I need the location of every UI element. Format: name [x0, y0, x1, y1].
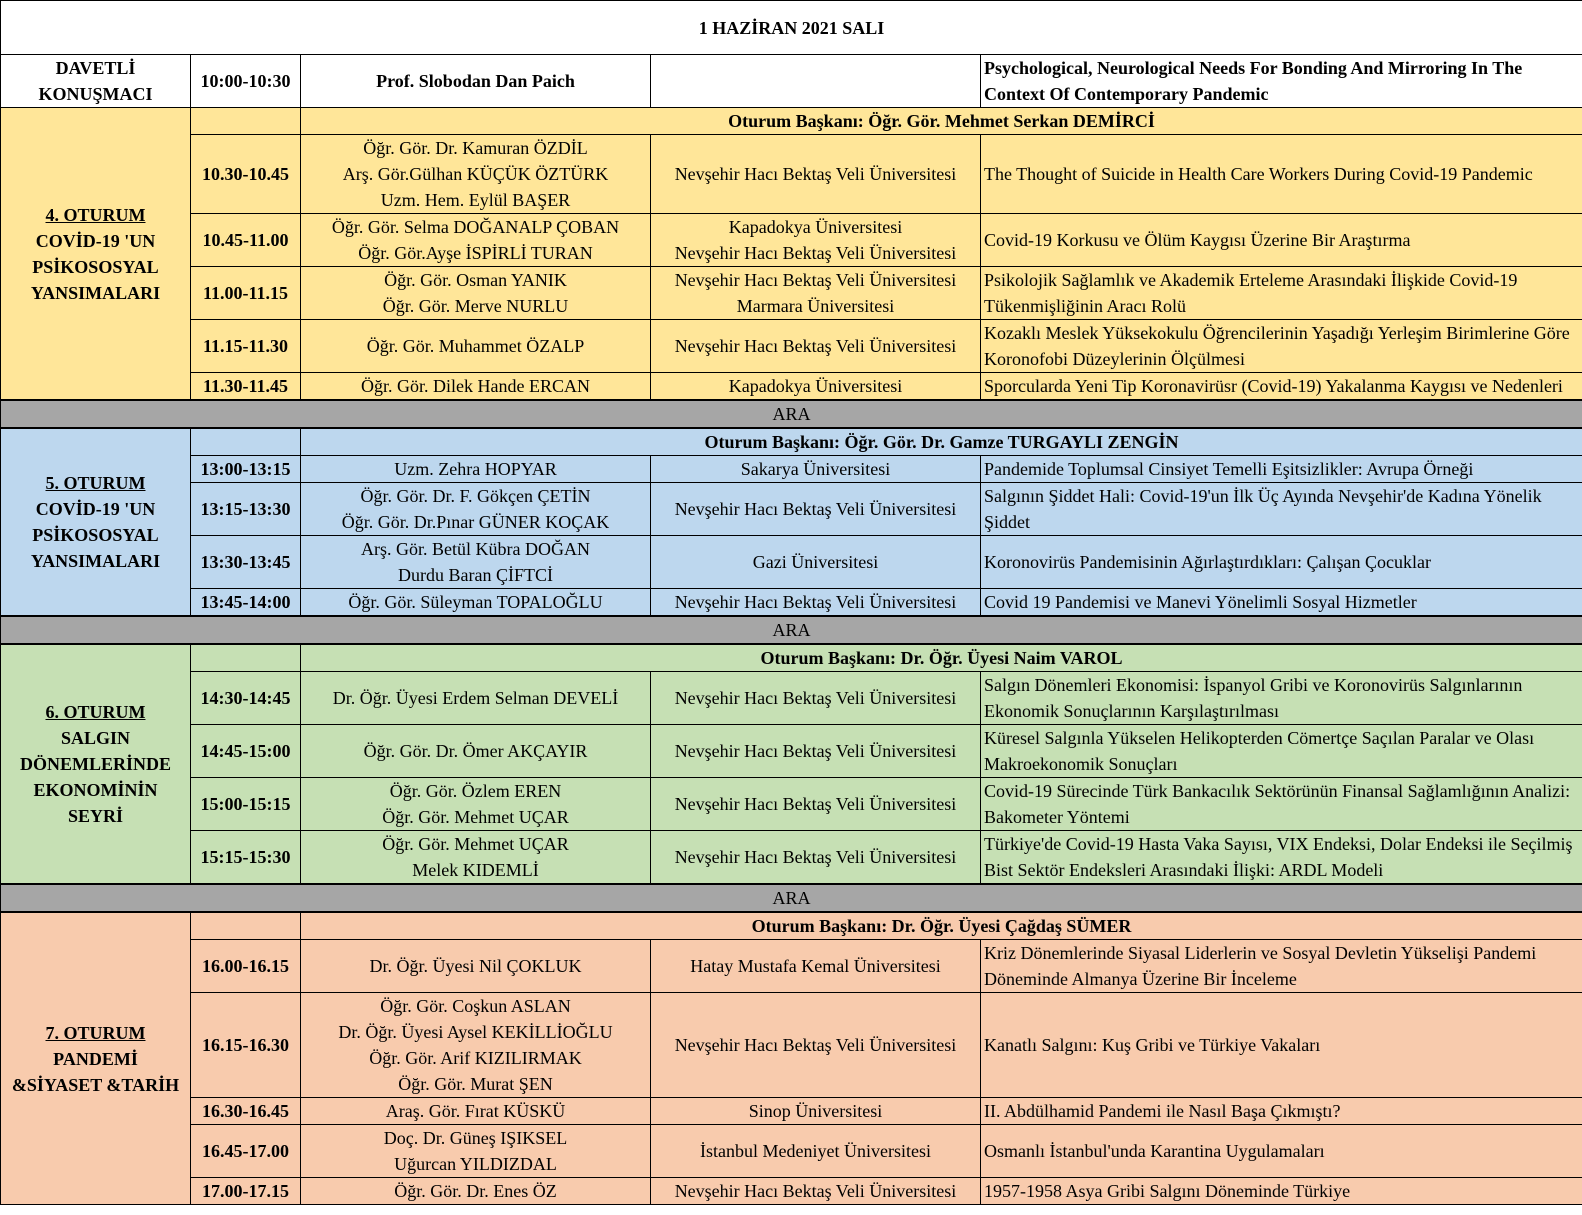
session-number: 5. OTURUM [45, 473, 146, 493]
author-name: Öğr. Gör. Dr. Kamuran ÖZDİL [363, 138, 588, 158]
table-row [1, 589, 1582, 617]
author-name: Melek KIDEMLİ [412, 860, 539, 880]
presentation-authors [301, 1178, 651, 1205]
table-row [1, 993, 1582, 1098]
author-name: Öğr. Gör. Dilek Hande ERCAN [361, 376, 590, 396]
chair-spacer [191, 428, 301, 456]
author-name: Öğr. Gör. Özlem EREN [389, 781, 562, 801]
presentation-institutions [651, 456, 981, 483]
author-name: Öğr. Gör. Süleyman TOPALOĞLU [348, 592, 603, 612]
table-row [1, 831, 1582, 885]
session-label [1, 644, 191, 884]
presentation-institutions [651, 1125, 981, 1178]
author-name: Uzm. Hem. Eylül BAŞER [380, 190, 571, 210]
author-name: Öğr. Gör. Dr. Enes ÖZ [394, 1181, 557, 1201]
presentation-topic: Covid 19 Pandemisi ve Manevi Yönelimli Sosyal Hizmetler [981, 589, 1582, 617]
session-chair: Oturum Başkanı: Dr. Öğr. Üyesi Çağdaş SÜMER [301, 912, 1582, 940]
table-row [1, 267, 1582, 320]
institution-name: Hatay Mustafa Kemal Üniversitesi [690, 956, 941, 976]
invited-speaker-institution [651, 55, 981, 108]
presentation-topic: Küresel Salgınla Yükselen Helikopterden Cömertçe Saçılan Paralar ve Olası Makroekonomik Sonuçları [981, 725, 1582, 778]
presentation-topic: II. Abdülhamid Pandemi ile Nasıl Başa Çıkmıştı? [981, 1098, 1582, 1125]
presentation-institutions [651, 483, 981, 536]
presentation-time: 16.30-16.45 [191, 1098, 301, 1125]
presentation-topic: Salgın Dönemleri Ekonomisi: İspanyol Gribi ve Koronovirüs Salgınlarının Ekonomik Sonuçlarının Karşılaştırılması [981, 672, 1582, 725]
session-chair: Oturum Başkanı: Öğr. Gör. Dr. Gamze TURGAYLI ZENGİN [301, 428, 1582, 456]
institution-name: Nevşehir Hacı Bektaş Veli Üniversitesi [674, 164, 957, 184]
author-name: Dr. Öğr. Üyesi Erdem Selman DEVELİ [332, 688, 619, 708]
author-name: Öğr. Gör. Murat ŞEN [398, 1074, 553, 1094]
break-row [1, 400, 1582, 428]
institution-name: Nevşehir Hacı Bektaş Veli Üniversitesi [674, 741, 957, 761]
presentation-time: 10.45-11.00 [191, 214, 301, 267]
presentation-topic: Pandemide Toplumsal Cinsiyet Temelli Eşitsizlikler: Avrupa Örneği [981, 456, 1582, 483]
presentation-authors [301, 831, 651, 885]
institution-name: Nevşehir Hacı Bektaş Veli Üniversitesi [674, 1181, 957, 1201]
author-name: Öğr. Gör. Dr.Pınar GÜNER KOÇAK [341, 512, 610, 532]
presentation-authors [301, 940, 651, 993]
table-row [1, 456, 1582, 483]
table-row [1, 725, 1582, 778]
presentation-topic: Psikolojik Sağlamlık ve Akademik Erteleme Arasındaki İlişkide Covid-19 Tükenmişliğinin Aracı Rolü [981, 267, 1582, 320]
presentation-institutions [651, 320, 981, 373]
break-row [1, 884, 1582, 912]
invited-speaker-label: DAVETLİ KONUŞMACI [1, 55, 191, 108]
presentation-topic: Sporcularda Yeni Tip Koronavirüsr (Covid-19) Yakalanma Kaygısı ve Nedenleri [981, 373, 1582, 401]
session-name-line: COVİD-19 'UN [35, 230, 156, 251]
presentation-authors [301, 135, 651, 214]
table-row [1, 672, 1582, 725]
session-number: 6. OTURUM [45, 702, 146, 722]
presentation-topic: 1957-1958 Asya Gribi Salgını Döneminde Türkiye [981, 1178, 1582, 1205]
presentation-institutions [651, 1098, 981, 1125]
author-name: Araş. Gör. Fırat KÜSKÜ [385, 1101, 566, 1121]
author-name: Öğr. Gör. Osman YANIK [384, 270, 567, 290]
break-label: ARA [1, 400, 1582, 428]
author-name: Öğr. Gör. Mehmet UÇAR [382, 807, 569, 827]
presentation-institutions [651, 267, 981, 320]
institution-name: Nevşehir Hacı Bektaş Veli Üniversitesi [674, 336, 957, 356]
presentation-institutions [651, 831, 981, 885]
session-chair-row [1, 428, 1582, 456]
institution-name: Nevşehir Hacı Bektaş Veli Üniversitesi [674, 688, 957, 708]
presentation-institutions [651, 993, 981, 1098]
presentation-authors [301, 483, 651, 536]
presentation-institutions [651, 1178, 981, 1205]
institution-name: İstanbul Medeniyet Üniversitesi [700, 1141, 931, 1161]
presentation-institutions [651, 373, 981, 401]
break-row [1, 616, 1582, 644]
session-name-line: EKONOMİNİN [33, 780, 158, 800]
author-name: Arş. Gör.Gülhan KÜÇÜK ÖZTÜRK [342, 164, 609, 184]
author-name: Öğr. Gör. Dr. Ömer AKÇAYIR [363, 741, 588, 761]
chair-spacer [191, 108, 301, 135]
author-name: Uzm. Zehra HOPYAR [394, 459, 557, 479]
chair-spacer [191, 644, 301, 672]
invited-speaker-time: 10:00-10:30 [191, 55, 301, 108]
institution-name: Marmara Üniversitesi [736, 296, 895, 316]
session-chair-row [1, 108, 1582, 135]
table-row [1, 214, 1582, 267]
presentation-authors [301, 267, 651, 320]
session-label [1, 108, 191, 401]
presentation-institutions [651, 940, 981, 993]
table-row [1, 778, 1582, 831]
presentation-time: 11.15-11.30 [191, 320, 301, 373]
presentation-time: 17.00-17.15 [191, 1178, 301, 1205]
presentation-authors [301, 778, 651, 831]
presentation-institutions [651, 589, 981, 617]
presentation-time: 13:45-14:00 [191, 589, 301, 617]
author-name: Öğr. Gör. Selma DOĞANALP ÇOBAN [331, 217, 620, 237]
page-title: 1 HAZİRAN 2021 SALI [1, 1, 1582, 55]
author-name: Arş. Gör. Betül Kübra DOĞAN [361, 539, 590, 559]
table-row [1, 135, 1582, 214]
presentation-authors [301, 725, 651, 778]
session-name-line: DÖNEMLERİNDE [19, 754, 171, 774]
presentation-institutions [651, 672, 981, 725]
institution-name: Nevşehir Hacı Bektaş Veli Üniversitesi [674, 794, 957, 814]
table-row [1, 1125, 1582, 1178]
table-row [1, 1178, 1582, 1205]
invited-speaker-row [1, 55, 1582, 108]
presentation-authors [301, 1125, 651, 1178]
author-name: Durdu Baran ÇİFTCİ [398, 565, 553, 585]
institution-name: Nevşehir Hacı Bektaş Veli Üniversitesi [674, 847, 957, 867]
presentation-topic: Covid-19 Korkusu ve Ölüm Kaygısı Üzerine Bir Araştırma [981, 214, 1582, 267]
break-label: ARA [1, 884, 1582, 912]
author-name: Öğr. Gör. Arif KIZILIRMAK [369, 1048, 582, 1068]
session-label [1, 912, 191, 1205]
institution-name: Nevşehir Hacı Bektaş Veli Üniversitesi [674, 243, 957, 263]
author-name: Öğr. Gör.Ayşe İSPİRLİ TURAN [358, 243, 593, 263]
presentation-institutions [651, 725, 981, 778]
presentation-time: 15:00-15:15 [191, 778, 301, 831]
institution-name: Kapadokya Üniversitesi [728, 376, 903, 396]
presentation-authors [301, 993, 651, 1098]
presentation-authors [301, 320, 651, 373]
presentation-time: 13:15-13:30 [191, 483, 301, 536]
presentation-time: 14:30-14:45 [191, 672, 301, 725]
presentation-time: 13:30-13:45 [191, 536, 301, 589]
invited-speaker-name: Prof. Slobodan Dan Paich [301, 55, 651, 108]
invited-speaker-topic: Psychological, Neurological Needs For Bonding And Mirroring In The Context Of Contemporary Pandemic [981, 55, 1582, 108]
presentation-authors [301, 1098, 651, 1125]
author-name: Öğr. Gör. Coşkun ASLAN [380, 996, 571, 1016]
institution-name: Sakarya Üniversitesi [740, 459, 891, 479]
session-chair-row [1, 912, 1582, 940]
institution-name: Nevşehir Hacı Bektaş Veli Üniversitesi [674, 592, 957, 612]
table-row [1, 320, 1582, 373]
presentation-topic: The Thought of Suicide in Health Care Workers During Covid-19 Pandemic [981, 135, 1582, 214]
table-row [1, 940, 1582, 993]
author-name: Uğurcan YILDIZDAL [394, 1154, 557, 1174]
presentation-topic: Kanatlı Salgını: Kuş Gribi ve Türkiye Vakaları [981, 993, 1582, 1098]
session-name-line: SEYRİ [67, 806, 124, 826]
table-row [1, 373, 1582, 401]
session-chair: Oturum Başkanı: Öğr. Gör. Mehmet Serkan DEMİRCİ [301, 108, 1582, 135]
presentation-time: 16.00-16.15 [191, 940, 301, 993]
presentation-authors [301, 536, 651, 589]
presentation-authors [301, 456, 651, 483]
presentation-time: 11.30-11.45 [191, 373, 301, 401]
presentation-authors [301, 214, 651, 267]
presentation-authors [301, 373, 651, 401]
institution-name: Nevşehir Hacı Bektaş Veli Üniversitesi [674, 1035, 957, 1055]
presentation-institutions [651, 135, 981, 214]
author-name: Öğr. Gör. Muhammet ÖZALP [366, 336, 585, 356]
presentation-time: 14:45-15:00 [191, 725, 301, 778]
presentation-time: 16.15-16.30 [191, 993, 301, 1098]
session-label [1, 428, 191, 616]
presentation-time: 16.45-17.00 [191, 1125, 301, 1178]
session-name-line: SALGIN [60, 728, 131, 748]
title-row [1, 1, 1582, 55]
author-name: Öğr. Gör. Mehmet UÇAR [382, 834, 569, 854]
chair-spacer [191, 912, 301, 940]
author-name: Öğr. Gör. Merve NURLU [382, 296, 569, 316]
table-row [1, 483, 1582, 536]
presentation-time: 10.30-10.45 [191, 135, 301, 214]
session-name-line: PANDEMİ [53, 1048, 138, 1069]
table-row [1, 1098, 1582, 1125]
session-name-line: PSİKOSOSYAL [32, 525, 159, 545]
author-name: Doç. Dr. Güneş IŞIKSEL [383, 1128, 568, 1148]
presentation-topic: Kriz Dönemlerinde Siyasal Liderlerin ve Sosyal Devletin Yükselişi Pandemi Döneminde Almanya Üzerine Bir İnceleme [981, 940, 1582, 993]
presentation-institutions [651, 214, 981, 267]
session-name-line: COVİD-19 'UN [35, 499, 156, 519]
break-label: ARA [1, 616, 1582, 644]
session-name-line: YANSIMALARI [30, 282, 161, 303]
author-name: Dr. Öğr. Üyesi Aysel KEKİLLİOĞLU [338, 1022, 613, 1042]
presentation-time: 15:15-15:30 [191, 831, 301, 885]
presentation-topic: Osmanlı İstanbul'unda Karantina Uygulamaları [981, 1125, 1582, 1178]
session-name-line: &SİYASET &TARİH [11, 1074, 180, 1095]
institution-name: Gazi Üniversitesi [752, 552, 879, 572]
session-name-line: PSİKOSOSYAL [32, 256, 159, 277]
table-row [1, 536, 1582, 589]
author-name: Öğr. Gör. Dr. F. Gökçen ÇETİN [360, 486, 591, 506]
presentation-topic: Koronovirüs Pandemisinin Ağırlaştırdıkları: Çalışan Çocuklar [981, 536, 1582, 589]
session-name-line: YANSIMALARI [30, 551, 161, 571]
presentation-authors [301, 589, 651, 617]
presentation-topic: Kozaklı Meslek Yüksekokulu Öğrencilerinin Yaşadığı Yerleşim Birimlerine Göre Koronofobi Düzeylerinin Ölçülmesi [981, 320, 1582, 373]
presentation-institutions [651, 536, 981, 589]
presentation-authors [301, 672, 651, 725]
author-name: Dr. Öğr. Üyesi Nil ÇOKLUK [369, 956, 582, 976]
presentation-institutions [651, 778, 981, 831]
presentation-time: 13:00-13:15 [191, 456, 301, 483]
presentation-time: 11.00-11.15 [191, 267, 301, 320]
session-chair-row [1, 644, 1582, 672]
institution-name: Nevşehir Hacı Bektaş Veli Üniversitesi [674, 270, 957, 290]
institution-name: Sinop Üniversitesi [748, 1101, 883, 1121]
presentation-topic: Covid-19 Sürecinde Türk Bankacılık Sektörünün Finansal Sağlamlığının Analizi: Bakometer Yöntemi [981, 778, 1582, 831]
session-number: 4. OTURUM [45, 204, 146, 225]
session-number: 7. OTURUM [45, 1022, 146, 1043]
session-chair: Oturum Başkanı: Dr. Öğr. Üyesi Naim VAROL [301, 644, 1582, 672]
presentation-topic: Salgının Şiddet Hali: Covid-19'un İlk Üç Ayında Nevşehir'de Kadına Yönelik Şiddet [981, 483, 1582, 536]
institution-name: Kapadokya Üniversitesi [728, 217, 903, 237]
presentation-topic: Türkiye'de Covid-19 Hasta Vaka Sayısı, VIX Endeksi, Dolar Endeksi ile Seçilmiş Bist Sektör Endeksleri Arasındaki İlişki: ARDL Modeli [981, 831, 1582, 885]
institution-name: Nevşehir Hacı Bektaş Veli Üniversitesi [674, 499, 957, 519]
